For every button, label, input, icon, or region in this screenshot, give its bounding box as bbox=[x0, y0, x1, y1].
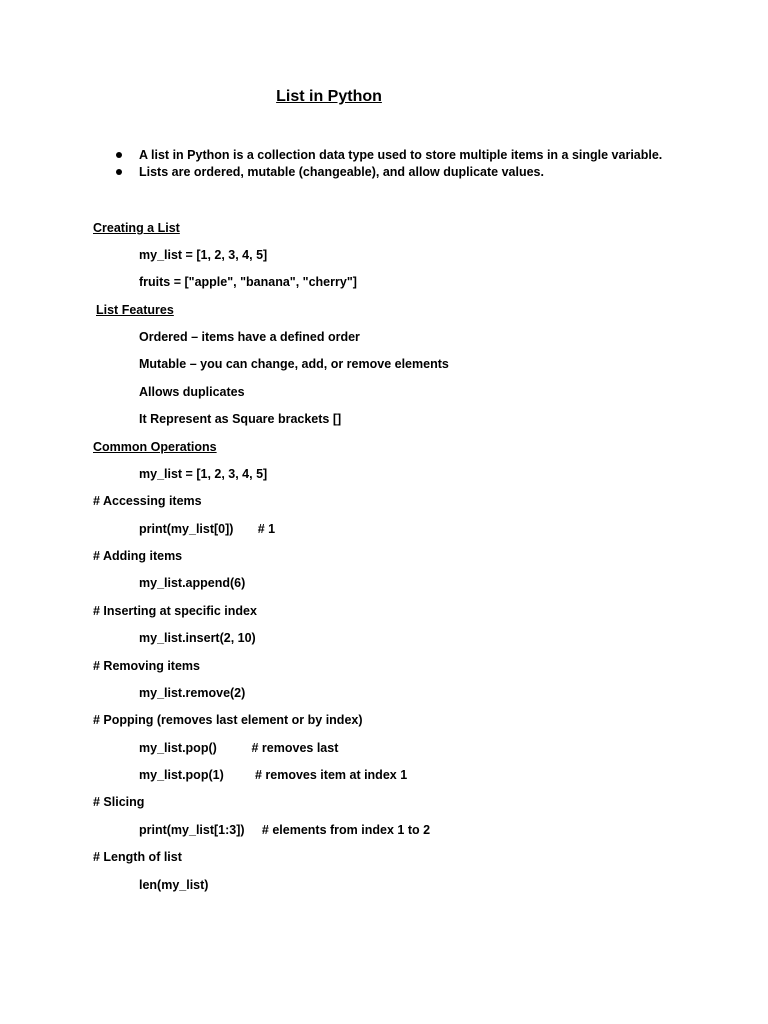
code-line: my_list.remove(2) bbox=[139, 686, 246, 700]
code-line: print(my_list[0]) # 1 bbox=[139, 522, 276, 536]
bullet-icon bbox=[116, 169, 122, 175]
creating-list-heading: Creating a List bbox=[93, 221, 180, 235]
code-line: len(my_list) bbox=[139, 878, 209, 892]
bullet-text: A list in Python is a collection data type used to store multiple items in a single variable. bbox=[139, 148, 663, 162]
comment-line: # Accessing items bbox=[93, 494, 202, 508]
code-line: print(my_list[1:3]) # elements from index 1 to 2 bbox=[139, 823, 431, 837]
comment-line: # Popping (removes last element or by index) bbox=[93, 713, 363, 727]
comment-line: # Length of list bbox=[93, 850, 182, 864]
bullet-icon bbox=[116, 152, 122, 158]
code-line: my_list.pop(1) # removes item at index 1 bbox=[139, 768, 408, 782]
feature-line: Allows duplicates bbox=[139, 385, 245, 399]
code-line: my_list.append(6) bbox=[139, 576, 246, 590]
comment-line: # Removing items bbox=[93, 659, 200, 673]
code-line: my_list.insert(2, 10) bbox=[139, 631, 256, 645]
code-line: fruits = ["apple", "banana", "cherry"] bbox=[139, 275, 357, 289]
page-title: List in Python bbox=[276, 88, 382, 105]
code-line: my_list = [1, 2, 3, 4, 5] bbox=[139, 467, 268, 481]
comment-line: # Adding items bbox=[93, 549, 183, 563]
code-line: my_list = [1, 2, 3, 4, 5] bbox=[139, 248, 268, 262]
code-line: my_list.pop() # removes last bbox=[139, 741, 339, 755]
feature-line: Ordered – items have a defined order bbox=[139, 330, 360, 344]
feature-line: Mutable – you can change, add, or remove elements bbox=[139, 357, 449, 371]
common-operations-heading: Common Operations bbox=[93, 440, 217, 454]
feature-line: It Represent as Square brackets [] bbox=[139, 412, 342, 426]
intro-bullet-list bbox=[110, 147, 662, 181]
bullet-text: Lists are ordered, mutable (changeable), and allow duplicate values. bbox=[139, 165, 544, 179]
bullet-item bbox=[110, 147, 662, 164]
bullet-item bbox=[110, 164, 662, 181]
comment-line: # Slicing bbox=[93, 795, 145, 809]
list-features-heading: List Features bbox=[96, 303, 174, 317]
comment-line: # Inserting at specific index bbox=[93, 604, 257, 618]
